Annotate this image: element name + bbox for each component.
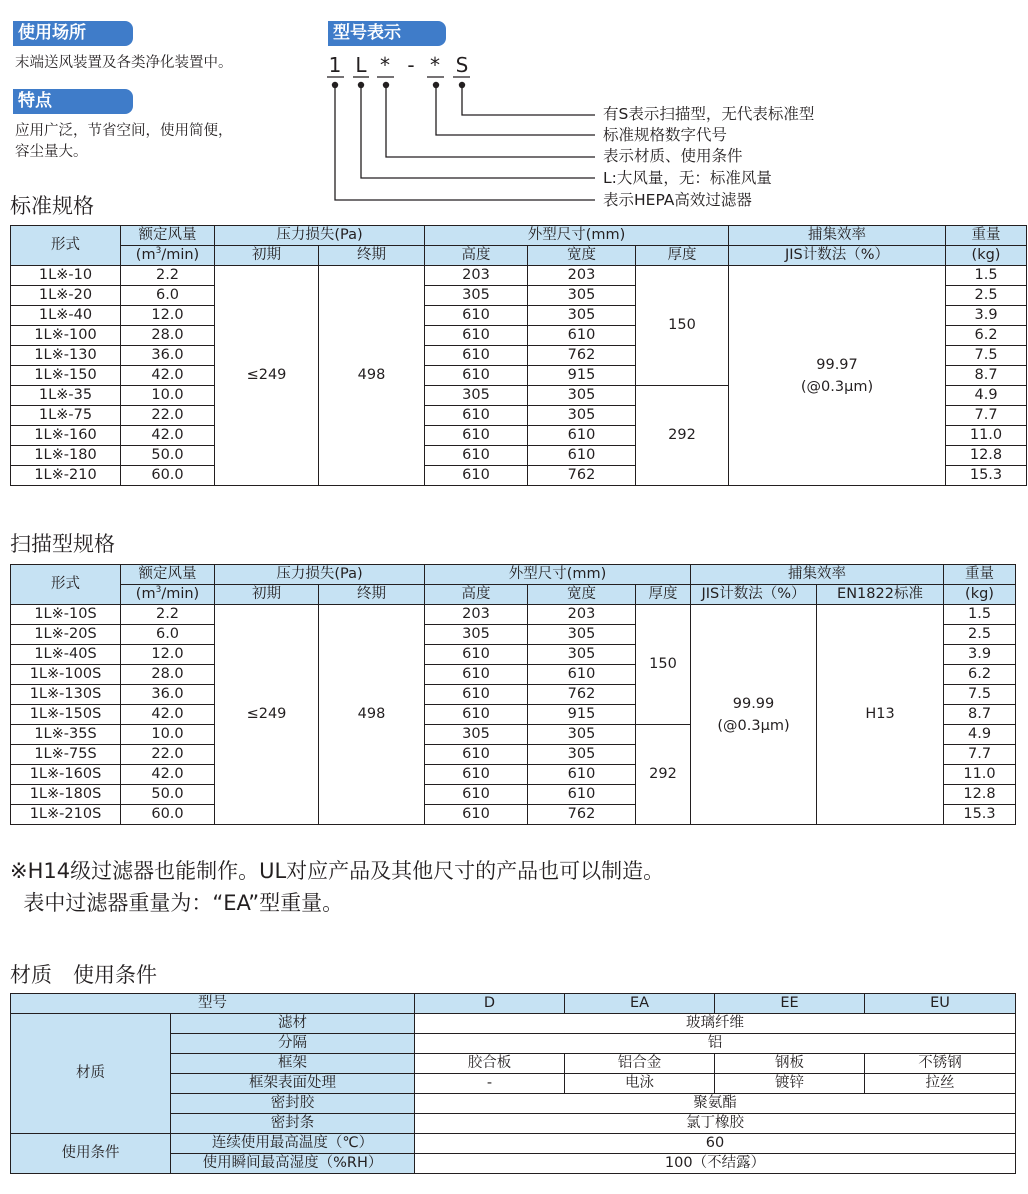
- cell-height: 610: [425, 685, 528, 705]
- header-weight: 重量: [944, 565, 1016, 585]
- cell-type: 1L※-130S: [11, 685, 121, 705]
- cell-weight: 8.7: [944, 705, 1016, 725]
- cell-weight: 6.2: [946, 326, 1027, 346]
- table-row: [11, 266, 1027, 286]
- cell-width: 305: [528, 725, 636, 745]
- header-model: 型号: [11, 994, 415, 1014]
- cell-airflow: 42.0: [121, 765, 215, 785]
- value-frame-ea: 铝合金: [565, 1054, 715, 1074]
- note-line-1: ※H14级过滤器也能制作。UL对应产品及其他尺寸的产品也可以制造。: [10, 859, 665, 883]
- cell-weight: 3.9: [944, 645, 1016, 665]
- cell-depth-a: 150: [636, 266, 729, 386]
- cell-airflow: 36.0: [121, 346, 215, 366]
- group-conditions: 使用条件: [11, 1134, 171, 1174]
- cell-height: 610: [425, 306, 528, 326]
- cell-type: 1L※-210S: [11, 805, 121, 825]
- features-line-1: 应用广泛，节省空间，使用简便，: [15, 123, 233, 139]
- cell-type: 1L※-180: [11, 446, 121, 466]
- cell-efficiency-en1822: H13: [817, 605, 944, 825]
- model-code-badge: 型号表示: [328, 21, 446, 46]
- code-explain-scan: 有S表示扫描型，无代表标准型: [603, 105, 815, 123]
- cell-width: 203: [528, 605, 636, 625]
- value-surface-d: -: [415, 1074, 565, 1094]
- cell-type: 1L※-100S: [11, 665, 121, 685]
- cell-type: 1L※-180S: [11, 785, 121, 805]
- code-explain-airflow: L:大风量，无：标准风量: [603, 169, 772, 187]
- cell-airflow: 36.0: [121, 685, 215, 705]
- code-char-s: S: [455, 53, 469, 77]
- cell-width: 610: [528, 426, 636, 446]
- header-model-ee: EE: [715, 994, 865, 1014]
- value-frame-ee: 钢板: [715, 1054, 865, 1074]
- cell-airflow: 22.0: [121, 406, 215, 426]
- cell-type: 1L※-150S: [11, 705, 121, 725]
- cell-width: 203: [528, 266, 636, 286]
- value-gasket: 氯丁橡胶: [415, 1114, 1016, 1134]
- label-frame-surface: 框架表面处理: [171, 1074, 415, 1094]
- cell-initial-pressure: ≤249: [215, 266, 319, 486]
- cell-type: 1L※-35S: [11, 725, 121, 745]
- code-char-l: L: [355, 53, 367, 77]
- cell-height: 610: [425, 705, 528, 725]
- header-jis: JIS计数法（%）: [691, 585, 817, 605]
- header-type: 形式: [11, 565, 121, 605]
- features-line-2: 容尘量大。: [15, 144, 88, 160]
- value-filter: 玻璃纤维: [415, 1014, 1016, 1034]
- cell-width: 762: [528, 805, 636, 825]
- value-sealant: 聚氨酯: [415, 1094, 1016, 1114]
- cell-type: 1L※-40S: [11, 645, 121, 665]
- cell-type: 1L※-20: [11, 286, 121, 306]
- table-row: [11, 1014, 1016, 1034]
- cell-weight: 7.5: [944, 685, 1016, 705]
- value-surface-ee: 镀锌: [715, 1074, 865, 1094]
- cell-airflow: 42.0: [121, 426, 215, 446]
- cell-depth-b: 292: [636, 386, 729, 486]
- value-max-temp: 60: [415, 1134, 1016, 1154]
- header-pressure: 压力损失(Pa): [215, 565, 425, 585]
- cell-efficiency-jis: 99.99 (@0.3μm): [691, 605, 817, 825]
- header-efficiency: 捕集效率: [729, 226, 946, 246]
- header-dims: 外型尺寸(mm): [425, 565, 691, 585]
- cell-weight: 1.5: [944, 605, 1016, 625]
- cell-type: 1L※-160S: [11, 765, 121, 785]
- cell-height: 610: [425, 765, 528, 785]
- cell-final-pressure: 498: [319, 266, 425, 486]
- header-weight: 重量: [946, 226, 1027, 246]
- scan-spec-table: [10, 564, 1016, 825]
- cell-width: 305: [528, 306, 636, 326]
- materials-title: 材质 使用条件: [10, 963, 157, 987]
- header-airflow: 额定风量: [121, 565, 215, 585]
- label-gasket: 密封条: [171, 1114, 415, 1134]
- header-model-eu: EU: [865, 994, 1016, 1014]
- cell-width: 610: [528, 446, 636, 466]
- cell-weight: 3.9: [946, 306, 1027, 326]
- cell-width: 762: [528, 466, 636, 486]
- header-pressure: 压力损失(Pa): [215, 226, 425, 246]
- code-char-1: 1: [328, 53, 342, 77]
- header-depth: 厚度: [636, 246, 729, 266]
- cell-type: 1L※-10: [11, 266, 121, 286]
- cell-height: 305: [425, 286, 528, 306]
- header-final: 终期: [319, 246, 425, 266]
- header-depth: 厚度: [636, 585, 691, 605]
- header-weight-unit: (kg): [944, 585, 1016, 605]
- cell-width: 305: [528, 625, 636, 645]
- scan-spec-title: 扫描型规格: [10, 532, 115, 556]
- cell-depth-a: 150: [636, 605, 691, 725]
- cell-airflow: 42.0: [121, 366, 215, 386]
- header-jis: JIS计数法（%）: [729, 246, 946, 266]
- value-frame-d: 胶合板: [415, 1054, 565, 1074]
- header-initial: 初期: [215, 585, 319, 605]
- cell-height: 305: [425, 725, 528, 745]
- label-separator: 分隔: [171, 1034, 415, 1054]
- cell-width: 762: [528, 685, 636, 705]
- cell-height: 610: [425, 805, 528, 825]
- header-airflow: 额定风量: [121, 226, 215, 246]
- cell-airflow: 12.0: [121, 306, 215, 326]
- cell-width: 305: [528, 645, 636, 665]
- header-weight-unit: (kg): [946, 246, 1027, 266]
- cell-airflow: 22.0: [121, 745, 215, 765]
- cell-depth-b: 292: [636, 725, 691, 825]
- cell-type: 1L※-40: [11, 306, 121, 326]
- value-separator: 铝: [415, 1034, 1016, 1054]
- cell-weight: 2.5: [946, 286, 1027, 306]
- value-frame-eu: 不锈钢: [865, 1054, 1016, 1074]
- usage-text: 末端送风装置及各类净化装置中。: [15, 55, 233, 71]
- cell-type: 1L※-100: [11, 326, 121, 346]
- label-frame: 框架: [171, 1054, 415, 1074]
- cell-weight: 12.8: [946, 446, 1027, 466]
- header-type: 形式: [11, 226, 121, 266]
- cell-weight: 4.9: [946, 386, 1027, 406]
- code-char-star-1: *: [380, 53, 390, 77]
- cell-weight: 7.7: [946, 406, 1027, 426]
- cell-airflow: 6.0: [121, 625, 215, 645]
- model-code-connector-lines: [0, 0, 1028, 215]
- header-dims: 外型尺寸(mm): [425, 226, 729, 246]
- code-explain-material: 表示材质、使用条件: [603, 147, 743, 165]
- code-explain-size: 标准规格数字代号: [603, 126, 728, 144]
- header-initial: 初期: [215, 246, 319, 266]
- cell-height: 610: [425, 665, 528, 685]
- cell-height: 610: [425, 406, 528, 426]
- cell-width: 610: [528, 665, 636, 685]
- value-surface-eu: 拉丝: [865, 1074, 1016, 1094]
- cell-type: 1L※-75S: [11, 745, 121, 765]
- cell-width: 610: [528, 765, 636, 785]
- cell-height: 203: [425, 605, 528, 625]
- note-line-2: 表中过滤器重量为：“EA”型重量。: [10, 891, 344, 915]
- cell-weight: 12.8: [944, 785, 1016, 805]
- header-efficiency: 捕集效率: [691, 565, 944, 585]
- label-sealant: 密封胶: [171, 1094, 415, 1114]
- cell-final-pressure: 498: [319, 605, 425, 825]
- cell-height: 610: [425, 426, 528, 446]
- cell-weight: 1.5: [946, 266, 1027, 286]
- usage-badge: 使用场所: [13, 21, 133, 46]
- features-badge: 特点: [13, 89, 133, 114]
- cell-airflow: 6.0: [121, 286, 215, 306]
- cell-width: 305: [528, 406, 636, 426]
- cell-width: 762: [528, 346, 636, 366]
- cell-weight: 7.5: [946, 346, 1027, 366]
- table-row: [11, 605, 1016, 625]
- cell-airflow: 28.0: [121, 665, 215, 685]
- header-model-d: D: [415, 994, 565, 1014]
- cell-height: 203: [425, 266, 528, 286]
- cell-initial-pressure: ≤249: [215, 605, 319, 825]
- cell-height: 610: [425, 645, 528, 665]
- header-model-ea: EA: [565, 994, 715, 1014]
- code-char-dash: -: [407, 53, 415, 77]
- cell-weight: 11.0: [944, 765, 1016, 785]
- value-surface-ea: 电泳: [565, 1074, 715, 1094]
- cell-weight: 8.7: [946, 366, 1027, 386]
- header-en1822: EN1822标准: [817, 585, 944, 605]
- header-airflow-unit: $(m^3/\min)$: [121, 246, 215, 266]
- cell-airflow: 28.0: [121, 326, 215, 346]
- cell-width: 915: [528, 705, 636, 725]
- cell-airflow: 50.0: [121, 446, 215, 466]
- header-airflow-unit: $(m^3/\min)$: [121, 585, 215, 605]
- cell-height: 610: [425, 366, 528, 386]
- cell-weight: 6.2: [944, 665, 1016, 685]
- standard-spec-table: [10, 225, 1027, 486]
- cell-type: 1L※-160: [11, 426, 121, 446]
- label-filter: 滤材: [171, 1014, 415, 1034]
- table-row: [11, 1134, 1016, 1154]
- cell-height: 610: [425, 745, 528, 765]
- cell-width: 305: [528, 386, 636, 406]
- cell-height: 610: [425, 326, 528, 346]
- cell-airflow: 42.0: [121, 705, 215, 725]
- code-explain-hepa: 表示HEPA高效过滤器: [603, 191, 752, 209]
- cell-airflow: 60.0: [121, 466, 215, 486]
- cell-airflow: 2.2: [121, 605, 215, 625]
- code-char-star-2: *: [430, 53, 440, 77]
- cell-width: 305: [528, 286, 636, 306]
- cell-airflow: 12.0: [121, 645, 215, 665]
- cell-height: 305: [425, 386, 528, 406]
- cell-airflow: 50.0: [121, 785, 215, 805]
- cell-weight: 11.0: [946, 426, 1027, 446]
- cell-type: 1L※-75: [11, 406, 121, 426]
- cell-type: 1L※-10S: [11, 605, 121, 625]
- cell-height: 610: [425, 785, 528, 805]
- cell-type: 1L※-210: [11, 466, 121, 486]
- cell-type: 1L※-35: [11, 386, 121, 406]
- cell-height: 610: [425, 346, 528, 366]
- standard-spec-title: 标准规格: [10, 194, 94, 218]
- cell-airflow: 10.0: [121, 386, 215, 406]
- cell-type: 1L※-130: [11, 346, 121, 366]
- cell-efficiency: 99.97 (@0.3μm): [729, 266, 946, 486]
- header-width: 宽度: [528, 585, 636, 605]
- cell-width: 610: [528, 785, 636, 805]
- cell-weight: 2.5: [944, 625, 1016, 645]
- label-max-temp: 连续使用最高温度（℃）: [171, 1134, 415, 1154]
- cell-height: 610: [425, 466, 528, 486]
- cell-airflow: 2.2: [121, 266, 215, 286]
- cell-weight: 15.3: [946, 466, 1027, 486]
- materials-table: [10, 993, 1016, 1174]
- cell-weight: 7.7: [944, 745, 1016, 765]
- header-height: 高度: [425, 246, 528, 266]
- cell-airflow: 10.0: [121, 725, 215, 745]
- header-width: 宽度: [528, 246, 636, 266]
- cell-type: 1L※-150: [11, 366, 121, 386]
- header-final: 终期: [319, 585, 425, 605]
- cell-weight: 15.3: [944, 805, 1016, 825]
- cell-height: 610: [425, 446, 528, 466]
- label-max-humidity: 使用瞬间最高湿度（%RH）: [171, 1154, 415, 1174]
- cell-weight: 4.9: [944, 725, 1016, 745]
- cell-width: 915: [528, 366, 636, 386]
- cell-width: 305: [528, 745, 636, 765]
- header-height: 高度: [425, 585, 528, 605]
- cell-width: 610: [528, 326, 636, 346]
- cell-type: 1L※-20S: [11, 625, 121, 645]
- value-max-humidity: 100（不结露）: [415, 1154, 1016, 1174]
- cell-airflow: 60.0: [121, 805, 215, 825]
- group-material: 材质: [11, 1014, 171, 1134]
- cell-height: 305: [425, 625, 528, 645]
